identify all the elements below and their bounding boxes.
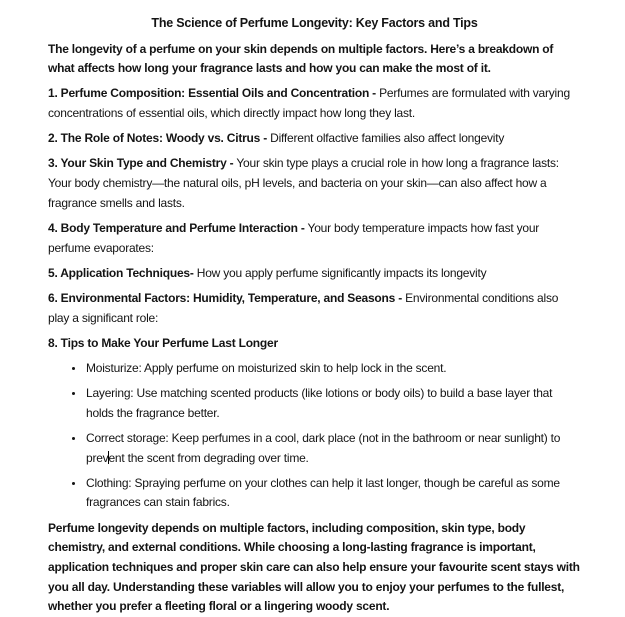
section-6-body: Environmental conditions also play a significant role: bbox=[48, 290, 559, 325]
section-5-body: How you apply perfume significantly impacts its longevity bbox=[193, 265, 487, 280]
section-1-body: Perfumes are formulated with varying concentrations of essential oils, which directly impact how long they last. bbox=[48, 86, 570, 121]
section-2-body: Different olfactive families also affect longevity bbox=[267, 131, 505, 146]
section-3-body: Your skin type plays a crucial role in how long a fragrance lasts: Your body chemistry—the natural oils, pH levels, and bacteria on your skin—can also affect how a fragrance smells and lasts. bbox=[48, 156, 559, 210]
section-paragraph-4[interactable] bbox=[48, 219, 581, 258]
tip-item-text-after-caret: ent the scent from degrading over time. bbox=[108, 450, 309, 465]
tips-list bbox=[48, 359, 581, 513]
tip-item-clothing[interactable] bbox=[85, 474, 581, 513]
tip-item-storage[interactable] bbox=[85, 429, 581, 468]
section-2-heading: 2. The Role of Notes: Woody vs. Citrus - bbox=[48, 131, 268, 146]
section-1-heading: 1. Perfume Composition: Essential Oils and Concentration - bbox=[48, 86, 376, 101]
tip-item-layering[interactable] bbox=[85, 384, 581, 423]
conclusion-paragraph[interactable]: Perfume longevity depends on multiple factors, including composition, skin type, body chemistry, and external conditions. While choosing a long-lasting fragrance is important, application techniques and proper skin care can also help ensure your favourite scent stays with you all day. Understanding these variables will allow you to enjoy your perfumes to the fullest, whether you prefer a fleeting floral or a lingering woody scent. bbox=[48, 520, 580, 614]
section-6-heading: 6. Environmental Factors: Humidity, Temperature, and Seasons - bbox=[48, 290, 403, 305]
tips-heading[interactable]: 8. Tips to Make Your Perfume Last Longer bbox=[48, 335, 278, 350]
tip-item-text: Moisturize: Apply perfume on moisturized skin to help lock in the scent. bbox=[86, 360, 447, 375]
tip-item-moisturize[interactable] bbox=[85, 359, 581, 379]
tip-item-text: Layering: Use matching scented products (like lotions or body oils) to build a base layer that holds the fragrance better. bbox=[86, 386, 553, 420]
intro-paragraph[interactable]: The longevity of a perfume on your skin depends on multiple factors. Here’s a breakdown of what affects how long your fragrance lasts and how you can make the most of it. bbox=[48, 41, 554, 76]
tip-item-text: Clothing: Spraying perfume on your clothes can help it last longer, though be careful as some fragrances can stain fabrics. bbox=[86, 475, 560, 510]
tip-item-text-before-caret: Correct storage: Keep perfumes in a cool, dark place (not in the bathroom or near sunlight) to prev bbox=[86, 430, 561, 465]
section-5-heading: 5. Application Techniques- bbox=[48, 265, 194, 280]
document-title[interactable]: The Science of Perfume Longevity: Key Factors and Tips bbox=[151, 16, 478, 30]
section-paragraph-5[interactable] bbox=[48, 264, 581, 284]
section-paragraph-3[interactable] bbox=[48, 154, 581, 213]
section-4-body: Your body temperature impacts how fast your perfume evaporates: bbox=[48, 220, 540, 255]
section-paragraph-6[interactable] bbox=[48, 289, 581, 328]
section-paragraph-1[interactable] bbox=[48, 84, 581, 123]
section-4-heading: 4. Body Temperature and Perfume Interaction - bbox=[48, 220, 305, 235]
section-3-heading: 3. Your Skin Type and Chemistry - bbox=[48, 156, 234, 171]
section-paragraph-2[interactable] bbox=[48, 129, 581, 149]
